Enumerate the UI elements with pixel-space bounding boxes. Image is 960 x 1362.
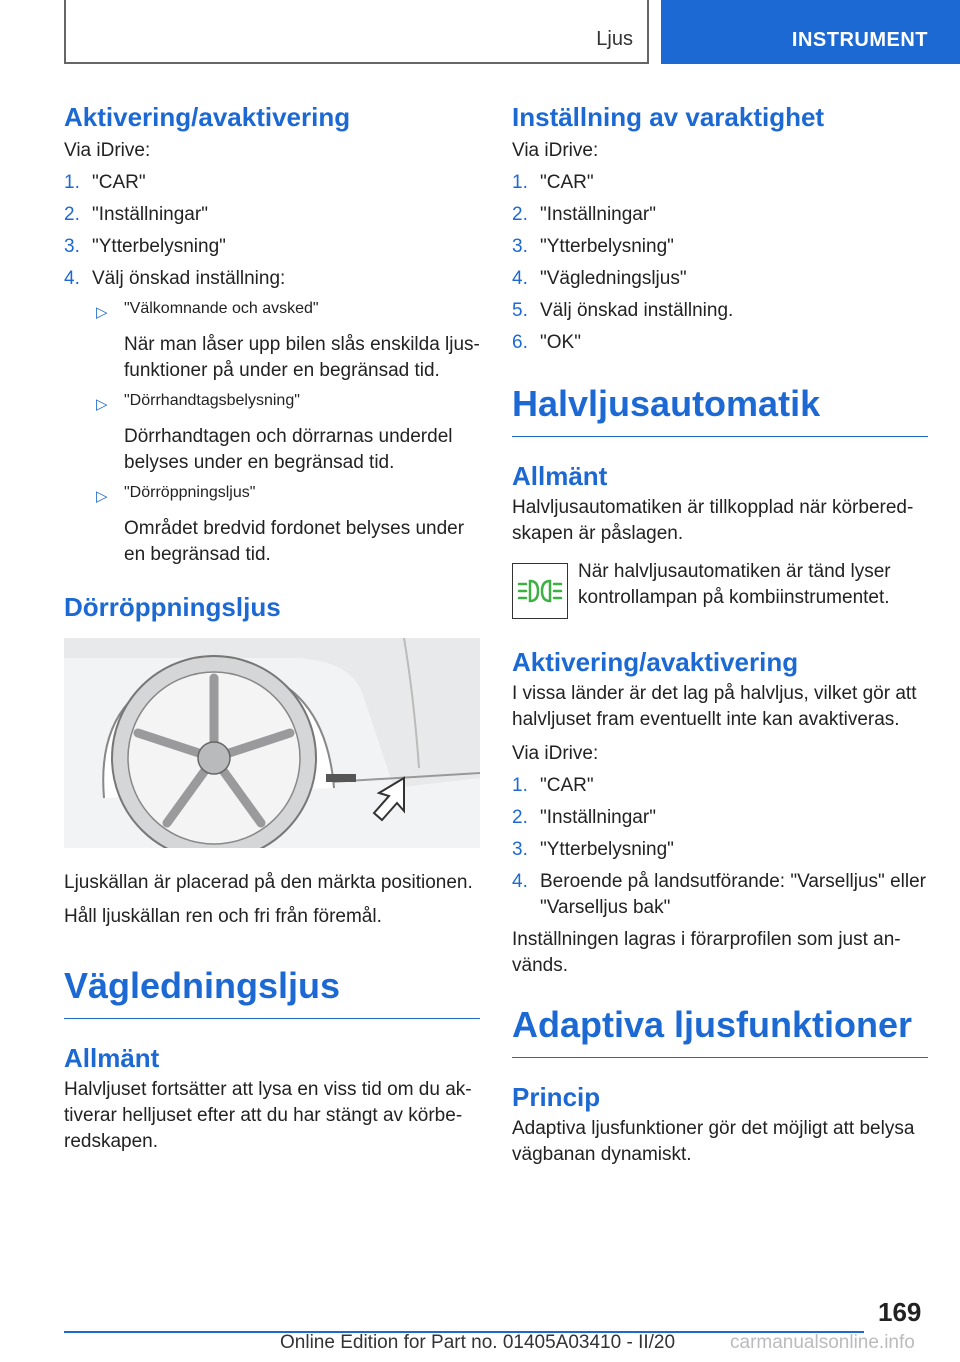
via-idrive-text: Via iDrive: [64, 140, 151, 161]
duration-steps-list [512, 170, 928, 356]
car-wheel-svg [64, 638, 480, 848]
option-item: ▷ "Dörröppningsljus" [64, 484, 480, 510]
option-item: ▷ "Välkomnande och avsked" [64, 300, 480, 326]
header-chapter-tab[interactable] [661, 0, 960, 64]
option-item: ▷ "Dörrhandtagsbelysning" [64, 392, 480, 418]
heading-auto-low-beam: Halvljusautomatik [512, 382, 928, 437]
list-item: 2. "Inställningar" [64, 204, 208, 225]
door-light-position-text: Ljuskällan är placerad på den märkta positionen. [64, 872, 473, 893]
list-item: 2. "Inställningar" [512, 204, 656, 225]
heading-general-auto: Allmänt [512, 461, 608, 491]
activation-auto-steps-list [512, 773, 928, 921]
list-item: 4. "Vägledningsljus" [512, 268, 687, 289]
principle-text: Adaptiva ljusfunktioner gör det möjligt att belysa vägbanan dynamiskt. [512, 1118, 915, 1165]
low-beam-indicator-svg [517, 576, 563, 606]
header-section-box [64, 0, 649, 64]
heading-activation: Aktivering/avaktivering [64, 102, 351, 132]
option-description: Dörrhandtagen och dörrarnas underdel belyses under en begränsad tid. [124, 426, 453, 473]
general-auto-text: Halvljusautomatiken är tillkopplad när körbered-skapen är påslagen. [512, 497, 914, 544]
profile-saved-text: Inställningen lagras i förarprofilen som just an-vänds. [512, 929, 901, 976]
header-chapter-label: INSTRUMENT [791, 29, 928, 51]
list-item: 6. "OK" [512, 332, 581, 353]
option-description: När man låser upp bilen slås enskilda ljus-funktioner på under en begränsad tid. [124, 334, 480, 381]
heading-door-light: Dörröppningsljus [64, 592, 281, 622]
list-item: 3. "Ytterbelysning" [512, 839, 674, 860]
heading-general-guide: Allmänt [64, 1043, 160, 1073]
list-item: 1. "CAR" [512, 775, 594, 796]
heading-principle: Princip [512, 1082, 601, 1112]
heading-duration: Inställning av varaktighet [512, 102, 825, 132]
left-column [64, 100, 480, 1155]
list-item: 5. Välj önskad inställning. [512, 300, 734, 321]
activation-steps-list [64, 170, 480, 292]
heading-adaptive-lights: Adaptiva ljusfunktioner [512, 1003, 928, 1058]
via-idrive-text: Via iDrive: [512, 743, 599, 764]
activation-auto-text: I vissa länder är det lag på halvljus, vilket gör att halvljuset fram eventuellt inte kan avaktiveras. [512, 683, 917, 730]
triangle-bullet-icon: ▷ [96, 488, 108, 505]
header-section-title: Ljus [596, 28, 633, 50]
list-item: 3. "Ytterbelysning" [64, 236, 226, 257]
indicator-note [512, 559, 928, 619]
general-guide-text: Halvljuset fortsätter att lysa en viss tid om du ak-tiverar helljuset efter att du har stängt av körbe-redskapen. [64, 1079, 472, 1152]
via-idrive-text: Via iDrive: [512, 140, 599, 161]
option-description: Området bredvid fordonet belyses under en begränsad tid. [124, 518, 465, 565]
triangle-bullet-icon: ▷ [96, 396, 108, 413]
car-wheel-illustration [64, 638, 480, 848]
list-item: 1. "CAR" [64, 172, 146, 193]
footer-watermark: carmanualsonline.info [730, 1332, 915, 1353]
door-light-clean-text: Håll ljuskällan ren och fri från föremål. [64, 906, 382, 927]
footer-edition: Online Edition for Part no. 01405A03410 - II/20 [280, 1332, 676, 1353]
list-item: 1. "CAR" [512, 172, 594, 193]
indicator-text: När halvljusautomatiken är tänd lyser kontrollampan på kombiinstrumentet. [578, 561, 891, 608]
right-column [512, 100, 928, 1168]
triangle-bullet-icon: ▷ [96, 304, 108, 321]
heading-activation-auto: Aktivering/avaktivering [512, 647, 799, 677]
list-item: 4. Beroende på landsutförande: "Varselljus" eller "Varselljus bak" [512, 871, 926, 918]
list-item: 3. "Ytterbelysning" [512, 236, 674, 257]
page-number: 169 [878, 1297, 922, 1327]
heading-guide-light: Vägledningsljus [64, 964, 480, 1019]
low-beam-indicator-icon [512, 563, 568, 619]
list-item: 2. "Inställningar" [512, 807, 656, 828]
list-item: 4. Välj önskad inställning: [64, 268, 286, 289]
